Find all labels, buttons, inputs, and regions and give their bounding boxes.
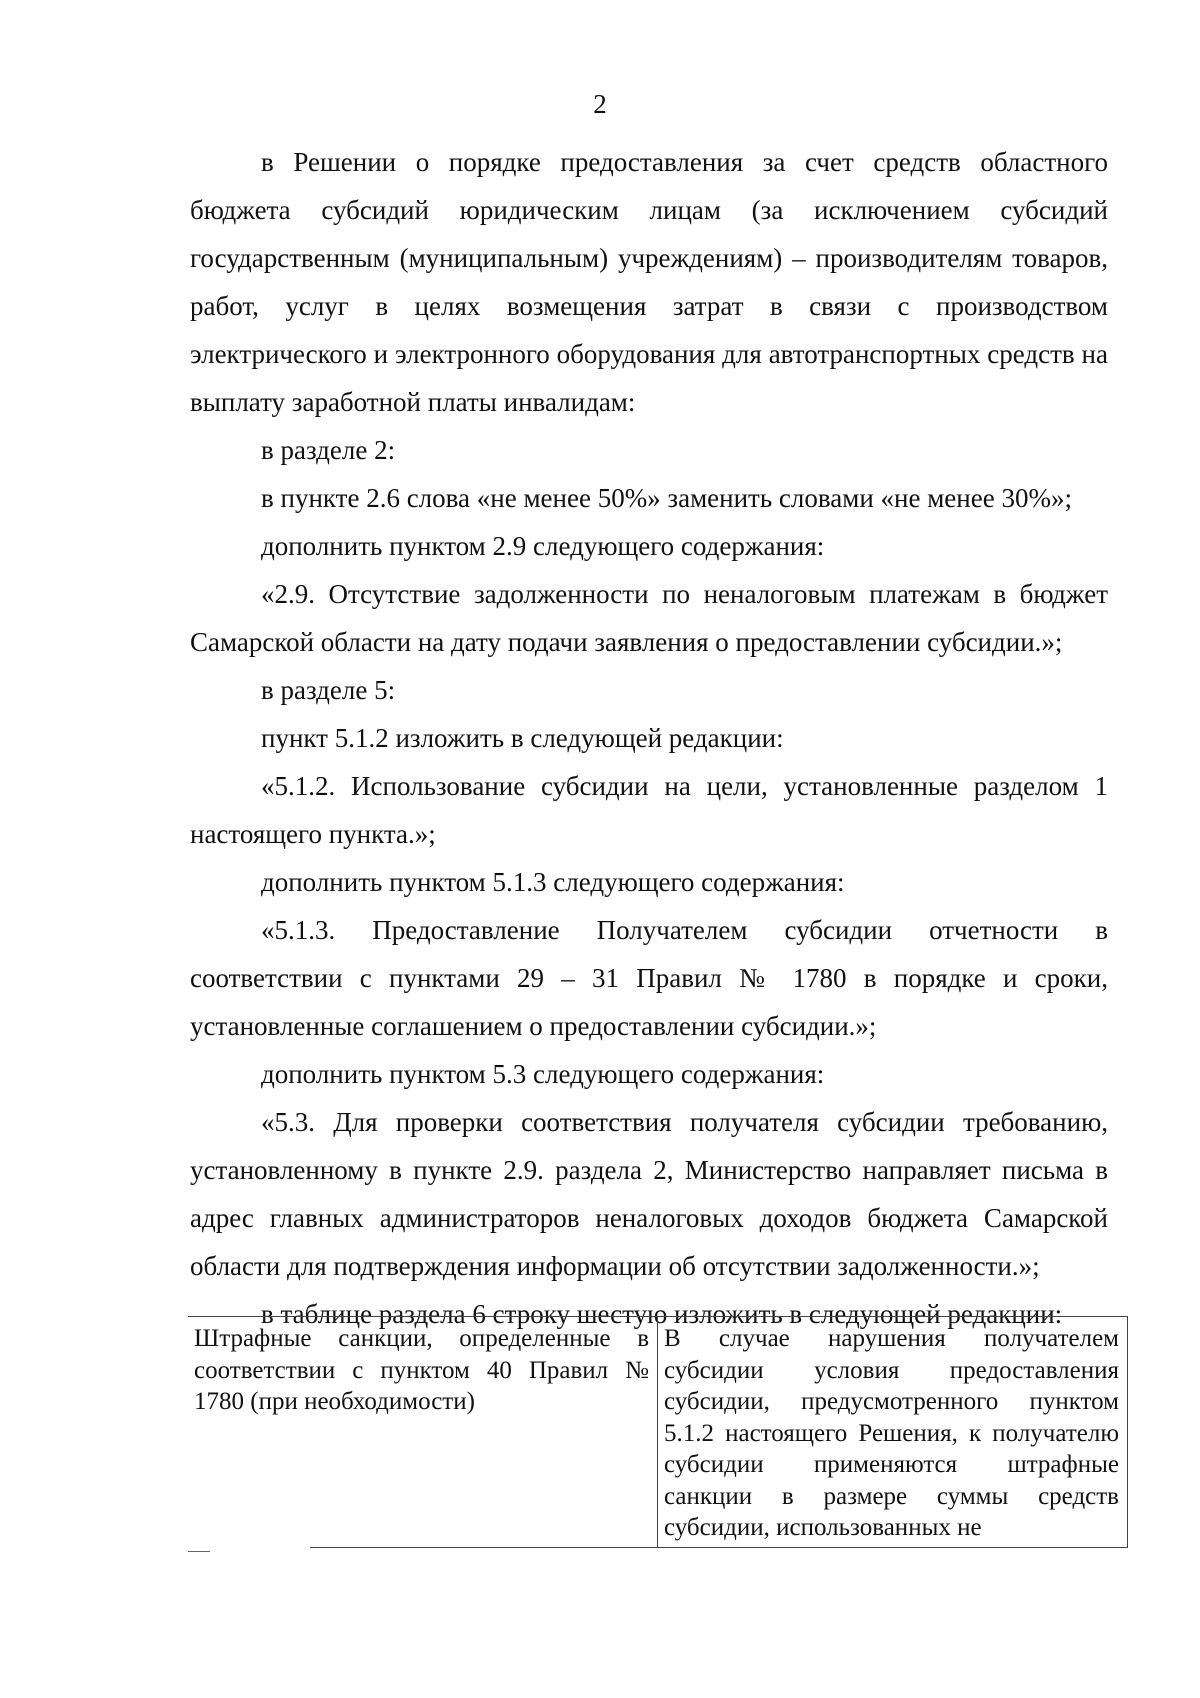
paragraph-decision-intro: в Решении о порядке предоставления за счет средств областного бюджета субсидий юридическим лицам (за исключением субсидий государственным (муниципальным) учреждениям) – производителям товаров, работ, услуг в целях возмещения затрат в связи с производством электрического и электронного оборудования для автотранспортных средств на выплату заработной платы инвалидам: — [190, 147, 1108, 417]
paragraph-section-5: в разделе 5: — [261, 675, 396, 705]
paragraph-item-2-9-text: «2.9. Отсутствие задолженности по неналоговым платежам в бюджет Самарской области на дату подачи заявления о предоставлении субсидии.»; — [190, 579, 1108, 657]
section-6-table — [188, 1316, 1128, 1548]
table-cell-penalty-title: Штрафные санкции, определенные в соответствии с пунктом 40 Правил № 1780 (при необходимости) — [188, 1317, 658, 1548]
paragraph-item-5-1-3-text: «5.1.3. Предоставление Получателем субсидии отчетности в соответствии с пунктами 29 – 31 Правил № 1780 в порядке и сроки, установленные соглашением о предоставлении субсидии.»; — [190, 915, 1108, 1041]
paragraph-item-2-6: в пункте 2.6 слова «не менее 50%» заменить словами «не менее 30%»; — [261, 483, 1072, 513]
paragraph-item-5-1-2-text: «5.1.2. Использование субсидии на цели, установленные разделом 1 настоящего пункта.»; — [190, 771, 1108, 849]
scan-mark — [188, 1551, 210, 1552]
document-body — [190, 138, 1108, 1338]
table-cell-penalty-description: В случае нарушения получателем субсидии условия предоставления субсидии, предусмотренного пунктом 5.1.2 настоящего Решения, к получателю субсидии применяются штрафные санкции в размере суммы средств субсидии, использованных не — [658, 1317, 1128, 1548]
paragraph-table-section-6: в таблице раздела 6 строку шестую изложить в следующей редакции: — [261, 1299, 1063, 1329]
paragraph-add-item-5-3: дополнить пунктом 5.3 следующего содержания: — [261, 1059, 825, 1089]
table-row — [188, 1317, 1128, 1548]
paragraph-item-5-3-text: «5.3. Для проверки соответствия получателя субсидии требованию, установленному в пункте 2.9. раздела 2, Министерство направляет письма в адрес главных администраторов неналоговых доходов бюджета Самарской области для подтверждения информации об отсутствии задолженности.»; — [190, 1107, 1108, 1281]
paragraph-add-item-5-1-3: дополнить пунктом 5.1.3 следующего содержания: — [261, 867, 845, 897]
paragraph-add-item-2-9: дополнить пунктом 2.9 следующего содержания: — [261, 531, 825, 561]
page-number: 2 — [593, 89, 607, 119]
table-bottom-border — [310, 1547, 1128, 1548]
paragraph-item-5-1-2: пункт 5.1.2 изложить в следующей редакции: — [261, 723, 784, 753]
paragraph-section-2: в разделе 2: — [261, 435, 396, 465]
